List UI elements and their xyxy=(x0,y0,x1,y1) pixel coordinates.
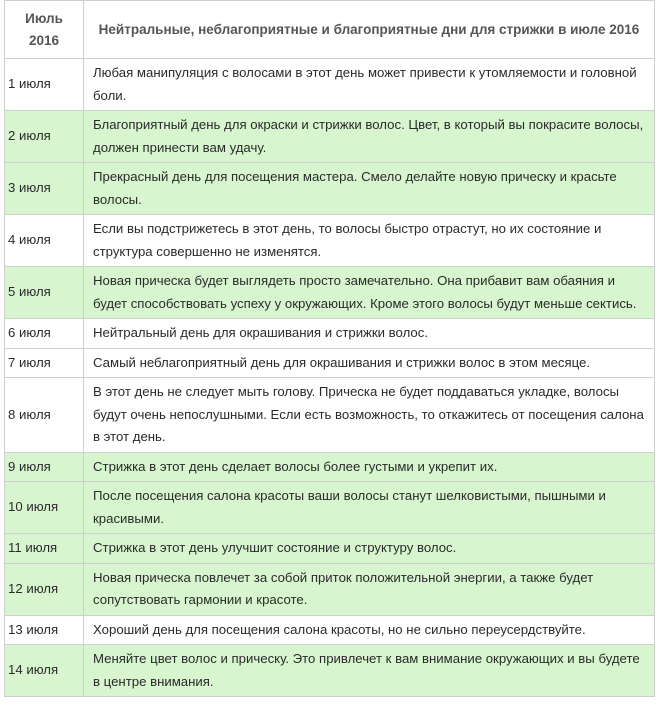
description-cell: Стрижка в этот день улучшит состояние и структуру волос. xyxy=(84,534,655,564)
description-cell: Хороший день для посещения салона красоты, но не сильно переусердствуйте. xyxy=(84,615,655,645)
table-row xyxy=(5,215,655,267)
day-cell: 11 июля xyxy=(5,534,84,564)
description-cell: Нейтральный день для окрашивания и стрижки волос. xyxy=(84,319,655,349)
description-cell: Самый неблагоприятный день для окрашивания и стрижки волос в этом месяце. xyxy=(84,348,655,378)
description-cell: Новая прическа будет выглядеть просто замечательно. Она прибавит вам обаяния и будет способствовать успеху у окружающих. Кроме этого волосы будут меньше сектись. xyxy=(84,267,655,319)
day-cell: 14 июля xyxy=(5,645,84,697)
haircut-calendar-table xyxy=(4,0,655,697)
day-cell: 7 июля xyxy=(5,348,84,378)
table-row xyxy=(5,563,655,615)
day-cell: 13 июля xyxy=(5,615,84,645)
table-row xyxy=(5,482,655,534)
day-cell: 6 июля xyxy=(5,319,84,349)
day-cell: 5 июля xyxy=(5,267,84,319)
description-cell: Любая манипуляция с волосами в этот день может привести к утомляемости и головной боли. xyxy=(84,59,655,111)
table-row xyxy=(5,534,655,564)
description-cell: Меняйте цвет волос и прическу. Это привлечет к вам внимание окружающих и вы будете в центре внимания. xyxy=(84,645,655,697)
table-row xyxy=(5,319,655,349)
description-cell: Благоприятный день для окраски и стрижки волос. Цвет, в который вы покрасите волосы, должен принести вам удачу. xyxy=(84,111,655,163)
day-cell: 3 июля xyxy=(5,163,84,215)
description-cell: Прекрасный день для посещения мастера. Смело делайте новую прическу и красьте волосы. xyxy=(84,163,655,215)
table-row xyxy=(5,615,655,645)
table-row xyxy=(5,163,655,215)
day-cell: 2 июля xyxy=(5,111,84,163)
header-month: Июль 2016 xyxy=(5,1,84,59)
day-cell: 1 июля xyxy=(5,59,84,111)
day-cell: 10 июля xyxy=(5,482,84,534)
header-description: Нейтральные, неблагоприятные и благоприятные дни для стрижки в июле 2016 xyxy=(84,1,655,59)
table-row xyxy=(5,645,655,697)
description-cell: Если вы подстрижетесь в этот день, то волосы быстро отрастут, но их состояние и структура совершенно не изменятся. xyxy=(84,215,655,267)
table-row xyxy=(5,267,655,319)
day-cell: 12 июля xyxy=(5,563,84,615)
table-header-row xyxy=(5,1,655,59)
description-cell: Стрижка в этот день сделает волосы более густыми и укрепит их. xyxy=(84,452,655,482)
table-row xyxy=(5,378,655,453)
table-row xyxy=(5,348,655,378)
day-cell: 8 июля xyxy=(5,378,84,453)
description-cell: После посещения салона красоты ваши волосы станут шелковистыми, пышными и красивыми. xyxy=(84,482,655,534)
description-cell: В этот день не следует мыть голову. Прическа не будет поддаваться укладке, волосы будут очень непослушными. Если есть возможность, то откажитесь от посещения салона в этот день. xyxy=(84,378,655,453)
table-row xyxy=(5,59,655,111)
day-cell: 4 июля xyxy=(5,215,84,267)
description-cell: Новая прическа повлечет за собой приток положительной энергии, а также будет сопутствовать гармонии и красоте. xyxy=(84,563,655,615)
day-cell: 9 июля xyxy=(5,452,84,482)
table-row xyxy=(5,452,655,482)
table-row xyxy=(5,111,655,163)
